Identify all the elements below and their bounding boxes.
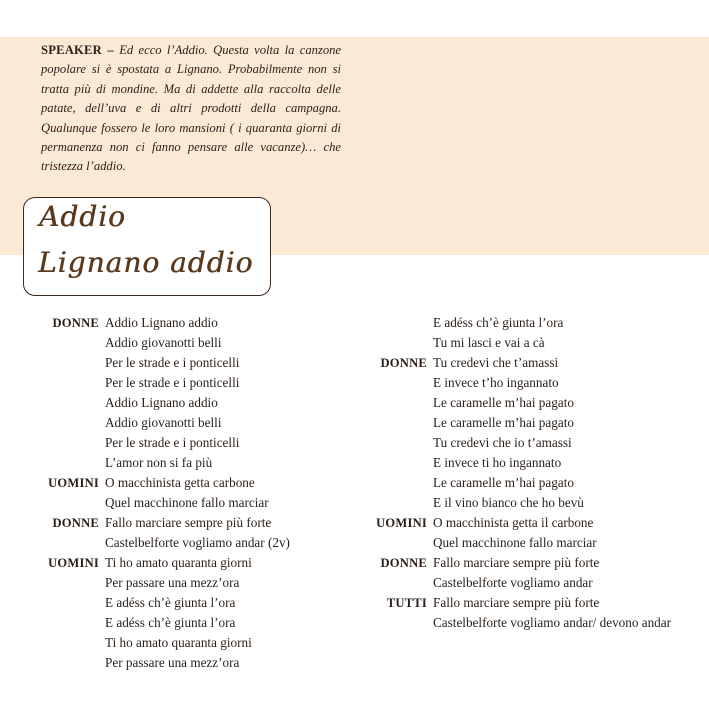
lyric-line bbox=[433, 453, 671, 473]
lyric-text: Quel macchinone fallo marciar bbox=[433, 535, 597, 550]
lyric-line bbox=[52, 313, 290, 333]
lyric-line bbox=[433, 413, 671, 433]
lyrics-column-right bbox=[376, 313, 672, 633]
lyric-text: Quel macchinone fallo marciar bbox=[105, 495, 269, 510]
singer-label: TUTTI bbox=[386, 596, 427, 610]
lyric-text: Le caramelle m’hai pagato bbox=[433, 395, 574, 410]
lyric-line bbox=[48, 553, 290, 573]
lyric-text: Fallo marciare sempre più forte bbox=[433, 595, 600, 610]
lyric-line bbox=[105, 413, 290, 433]
lyric-line bbox=[105, 633, 290, 653]
lyric-text: Castelbelforte vogliamo andar bbox=[433, 575, 593, 590]
lyric-text: Fallo marciare sempre più forte bbox=[433, 555, 600, 570]
speaker-text: Ed ecco l’Addio. Questa volta la canzone popolare si è spostata a Lignano. Probabilmente non si tratta più di mondine. Ma di addette alla raccolta delle patate, dell’uva e di altri prodotti della campagna. Qualunque fossero le loro mansioni ( i quaranta giorni di permanenza non ci fanno pensare alle vacanze)… che tristezza l’addio. bbox=[41, 43, 341, 174]
lyric-line bbox=[433, 373, 671, 393]
lyric-line bbox=[105, 593, 290, 613]
lyric-text: Castelbelforte vogliamo andar/ devono andar bbox=[433, 615, 672, 630]
lyric-text: E invece t’ho ingannato bbox=[433, 375, 559, 390]
lyric-line bbox=[105, 453, 290, 473]
lyric-text: Addio Lignano addio bbox=[105, 315, 218, 330]
lyric-line bbox=[433, 393, 671, 413]
lyric-text: Tu mi lasci e vai a cà bbox=[433, 335, 545, 350]
lyric-text: Per le strade e i ponticelli bbox=[105, 355, 240, 370]
speaker-label: SPEAKER – bbox=[41, 43, 114, 57]
singer-label: DONNE bbox=[380, 556, 427, 570]
lyric-line bbox=[105, 373, 290, 393]
singer-label: UOMINI bbox=[48, 476, 99, 490]
lyric-text: E adéss ch’è giunta l’ora bbox=[105, 615, 236, 630]
lyric-text: E il vino bianco che ho bevù bbox=[433, 495, 584, 510]
lyric-text: Fallo marciare sempre più forte bbox=[105, 515, 272, 530]
lyric-line bbox=[105, 333, 290, 353]
lyric-text: Per le strade e i ponticelli bbox=[105, 435, 240, 450]
lyric-line bbox=[105, 533, 290, 553]
lyric-text: L’amor non si fa più bbox=[105, 455, 213, 470]
lyric-line bbox=[376, 513, 671, 533]
lyric-line bbox=[433, 313, 671, 333]
lyrics-column-left bbox=[48, 313, 290, 673]
lyric-text: E adéss ch’è giunta l’ora bbox=[433, 315, 564, 330]
lyric-line bbox=[433, 493, 671, 513]
singer-label: DONNE bbox=[52, 516, 99, 530]
singer-label: UOMINI bbox=[376, 516, 427, 530]
lyric-line bbox=[105, 573, 290, 593]
song-title-box bbox=[23, 197, 271, 296]
lyric-text: Addio giovanotti belli bbox=[105, 335, 222, 350]
lyric-line bbox=[105, 433, 290, 453]
lyric-text: Tu credevi che io t’amassi bbox=[433, 435, 572, 450]
singer-label: DONNE bbox=[380, 356, 427, 370]
song-title-line-1: Addio bbox=[39, 200, 126, 233]
singer-label: DONNE bbox=[52, 316, 99, 330]
lyric-text: E adéss ch’è giunta l’ora bbox=[105, 595, 236, 610]
lyric-line bbox=[105, 493, 290, 513]
singer-label: UOMINI bbox=[48, 556, 99, 570]
lyric-line bbox=[48, 473, 290, 493]
lyric-text: O macchinista getta il carbone bbox=[433, 515, 594, 530]
lyric-text: Tu credevi che t’amassi bbox=[433, 355, 559, 370]
lyric-text: Per le strade e i ponticelli bbox=[105, 375, 240, 390]
lyric-line bbox=[105, 613, 290, 633]
lyric-line bbox=[433, 613, 671, 633]
lyric-line bbox=[380, 553, 671, 573]
lyric-text: Le caramelle m’hai pagato bbox=[433, 475, 574, 490]
lyric-line bbox=[380, 353, 671, 373]
lyric-text: Per passare una mezz’ora bbox=[105, 655, 240, 670]
lyric-text: Per passare una mezz’ora bbox=[105, 575, 240, 590]
lyric-line bbox=[433, 573, 671, 593]
song-title-line-2: Lignano addio bbox=[38, 246, 254, 279]
lyric-line bbox=[105, 653, 290, 673]
lyric-text: Castelbelforte vogliamo andar (2v) bbox=[105, 535, 290, 550]
lyric-text: Le caramelle m’hai pagato bbox=[433, 415, 574, 430]
lyric-line bbox=[52, 513, 290, 533]
lyric-line bbox=[433, 473, 671, 493]
lyric-text: Ti ho amato quaranta giorni bbox=[105, 555, 252, 570]
lyric-text: Addio Lignano addio bbox=[105, 395, 218, 410]
lyric-line bbox=[433, 333, 671, 353]
lyric-text: O macchinista getta carbone bbox=[105, 475, 255, 490]
lyric-text: Ti ho amato quaranta giorni bbox=[105, 635, 252, 650]
lyric-line bbox=[105, 393, 290, 413]
lyric-line bbox=[386, 593, 671, 613]
lyric-line bbox=[433, 433, 671, 453]
lyric-text: Addio giovanotti belli bbox=[105, 415, 222, 430]
lyric-line bbox=[105, 353, 290, 373]
lyric-text: E invece ti ho ingannato bbox=[433, 455, 562, 470]
lyric-line bbox=[433, 533, 671, 553]
speaker-intro bbox=[41, 41, 341, 177]
